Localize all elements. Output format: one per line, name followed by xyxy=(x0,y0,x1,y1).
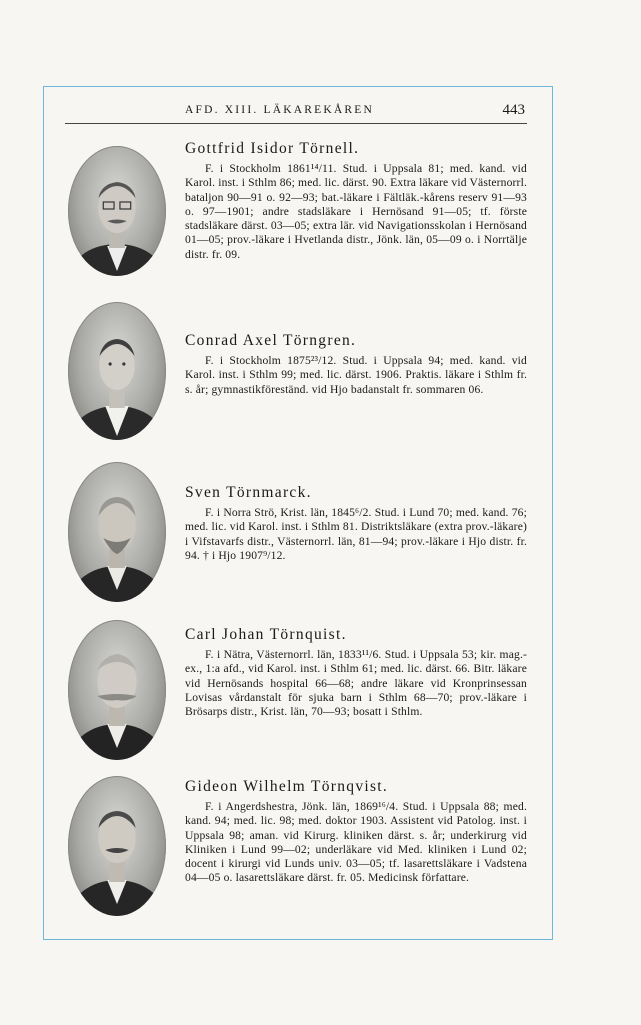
person-name: Carl Johan Törnquist. xyxy=(185,626,347,643)
person-name: Sven Törnmarck. xyxy=(185,484,312,501)
portrait-photo xyxy=(68,620,166,760)
biography-text: F. i Stockholm 1875²³/12. Stud. i Uppsala 94; med. kand. vid Karol. inst. i Sthlm 99; med. lic. därst. 1906. Praktis. läkare i Sthlm fr. s. år; gymnastikföreständ. vid Hjo badanstalt fr. sommaren 06. xyxy=(185,354,527,396)
person-name: Gottfrid Isidor Törnell. xyxy=(185,140,360,157)
portrait-photo xyxy=(68,146,166,276)
running-header xyxy=(65,101,527,124)
portrait-photo xyxy=(68,462,166,602)
biography-text: F. i Angerdshestra, Jönk. län, 1869¹⁶/4. Stud. i Uppsala 88; med. kand. 94; med. lic. 98; med. doktor 1903. Assistent vid Patolog. inst. i Uppsala 98; aman. vid Kirurg. kliniken därst. s. år; underkirurg vid Kliniken i Lund 99—02; underläkare vid Med. kliniken i Lund 02; docent i kirurgi vid Lunds univ. 03—05; tf. lasarettsläkare i Vadstena 04—05 o. lasarettsläkare därst. fr. 05. Medicinsk författare. xyxy=(185,800,527,885)
person-name: Conrad Axel Törngren. xyxy=(185,332,357,349)
biography-text: F. i Nätra, Västernorrl. län, 1833¹¹/6. Stud. i Uppsala 53; kir. mag.-ex., 1:a afd., vid Karol. inst. i Sthlm 61; med. lic. därst. 66. Bitr. läkare vid Hernösands hospital 66—68; andre läkare vid Kronprinsessan Lovisas vårdanstalt för sjuka barn i Sthlm 68—70; prov.-läkare i Brösarps distr., Krist. län, 70—93; bosatt i Sthlm. xyxy=(185,648,527,719)
portrait-photo xyxy=(68,776,166,916)
page-number: 443 xyxy=(502,102,525,118)
biography-text: F. i Norra Strö, Krist. län, 1845⁶/2. Stud. i Lund 70; med. kand. 76; med. lic. vid Karol. inst. i Sthlm 81. Distriktsläkare (extra prov.-läkare) i Vifstavarfs distr., Västernorrl. län, 81—94; prov.-läkare i Hjo distr. fr. 94. † i Hjo 1907⁹/12. xyxy=(185,506,527,562)
person-name: Gideon Wilhelm Törnqvist. xyxy=(185,778,389,795)
portrait-photo xyxy=(68,302,166,440)
biography-text: F. i Stockholm 1861¹⁴/11. Stud. i Uppsala 81; med. kand. vid Karol. inst. i Sthlm 86; med. lic. därst. 90. Extra läkare vid Västernorrl. bataljon 90—91 o. 92—93; bat.-läkare i Fältläk.-kårens reserv 91—93 o. 97—1901; andre stadsläkare i Hernösand 91—05; tf. förste stadsläkare därst. 03—05; extra lär. vid Navigationsskolan i Hernösand 01—05; prov.-läkare i Hvetlanda distr., Jönk. län, 05—09 o. i Norrtälje distr. fr. 09. xyxy=(185,162,527,261)
running-title: AFD. XIII. LÄKAREKÅREN xyxy=(185,104,374,116)
